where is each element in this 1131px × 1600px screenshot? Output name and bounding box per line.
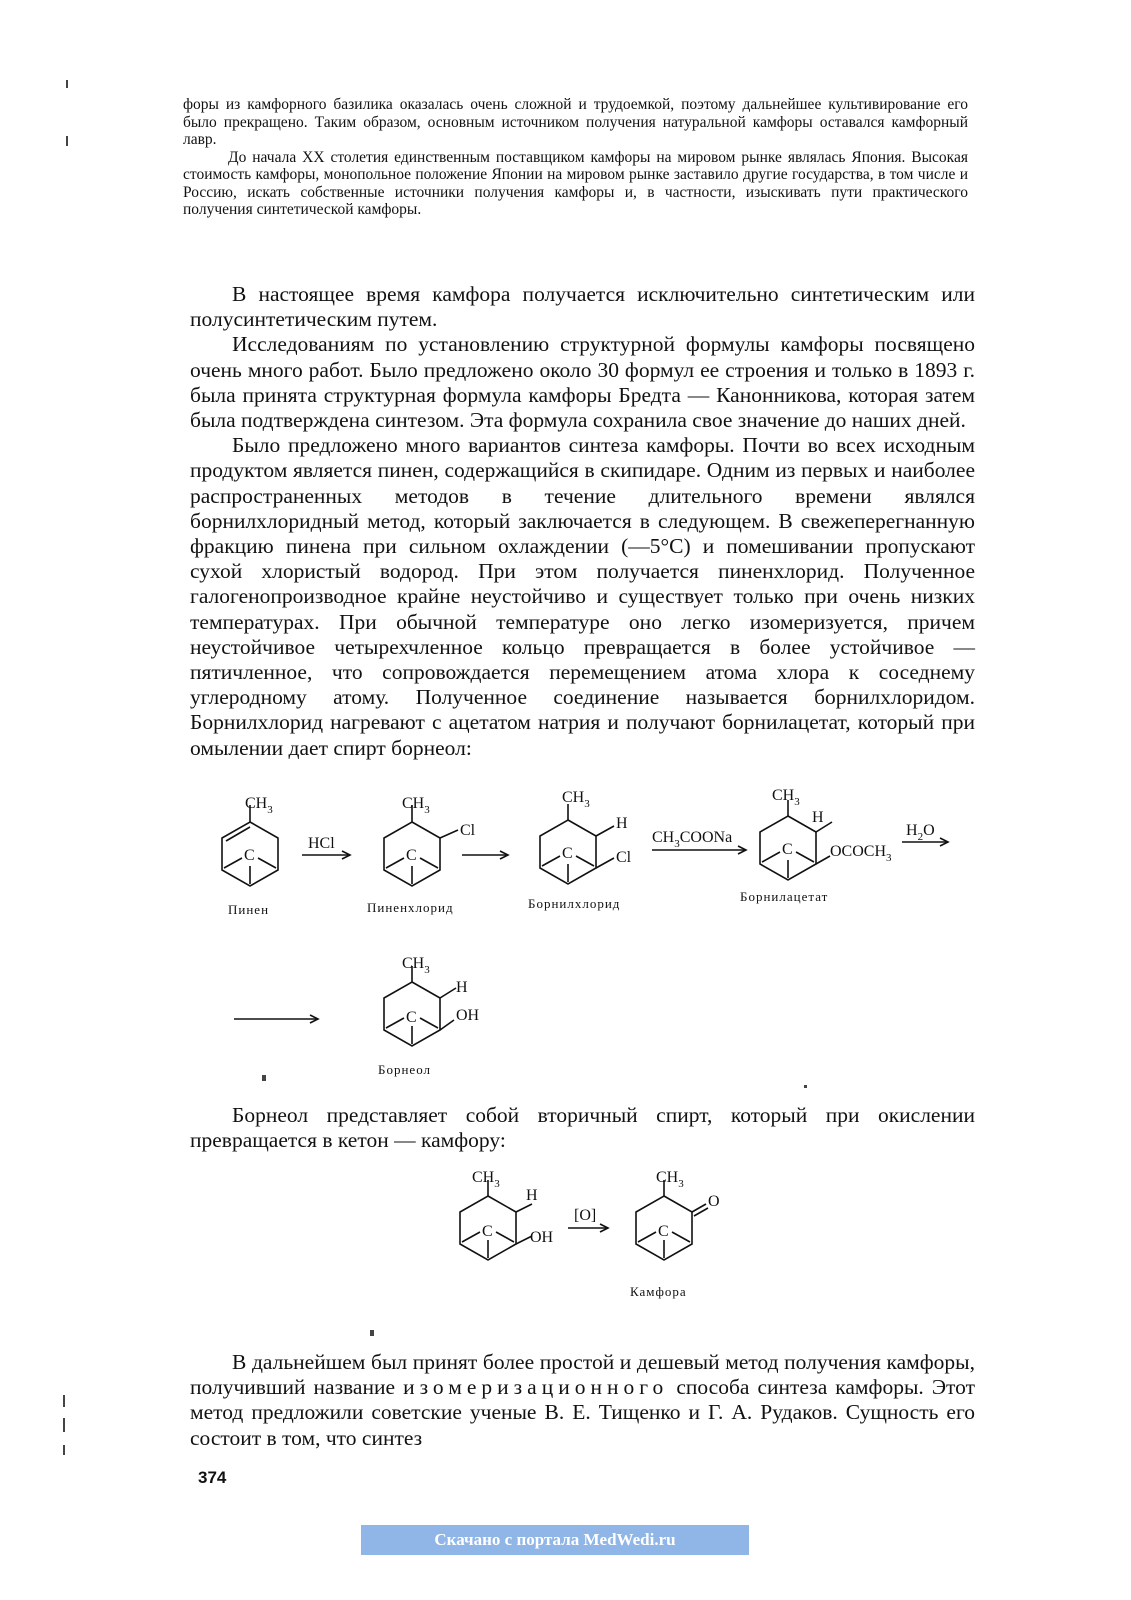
- bornyl-chloride-structure: [540, 804, 614, 884]
- page-number: 374: [198, 1468, 227, 1487]
- svg-text:[O]: [O]: [574, 1207, 597, 1224]
- svg-text:H: H: [456, 979, 468, 996]
- svg-text:C: C: [244, 847, 255, 864]
- paragraph: Исследованиям по установлению структурной формулы камфоры посвящено очень много работ. Было предложено около 30 формул ее строения и только в 1893 г. была принята структурная формула камфоры Бредта — Канонникова, которая затем была подтверждена синтезом. Эта формула сохранила свое значение до наших дней.: [190, 332, 975, 433]
- svg-text:H: H: [616, 815, 628, 832]
- paragraph: В дальнейшем был принят более простой и дешевый метод получения камфоры, получивший название изомеризационного способа синтеза камфоры. Этот метод предложили советские ученые В. Е. Тищенко и Г. А. Рудаков. Сущность его состоит в том, что синтез: [190, 1350, 975, 1450]
- svg-text:C: C: [782, 841, 793, 858]
- svg-text:Камфора: Камфора: [630, 1284, 687, 1299]
- scan-speck: [262, 1075, 266, 1081]
- pinene-structure: [222, 805, 278, 886]
- paragraph: В настоящее время камфора получается исключительно синтетическим или полусинтетическим путем.: [190, 282, 975, 332]
- svg-text:C: C: [406, 847, 417, 864]
- reaction-scheme-bornyl: [190, 780, 970, 925]
- svg-text:CH3: $CH_3$: [402, 955, 430, 976]
- reaction-scheme-borneol: [190, 940, 510, 1085]
- svg-text:O: O: [708, 1193, 720, 1210]
- camphor-structure: [636, 1180, 708, 1260]
- small-print-section: [183, 96, 968, 219]
- scan-speck: [370, 1330, 374, 1336]
- pinene-hydrochloride-structure: [384, 805, 458, 886]
- svg-text:C: C: [562, 845, 573, 862]
- svg-text:Пинен: Пинен: [228, 902, 270, 917]
- svg-text:OCOCH3: $OCOCH_3$: [830, 843, 892, 864]
- small-paragraph: форы из камфорного базилика оказалась очень сложной и трудоемкой, поэтому дальнейшее культивирование его было прекращено. Таким образом, основным источником получения натуральной камфоры оставался камфорный лавр.: [183, 96, 968, 148]
- svg-text:CH3: $CH_3$: [562, 789, 590, 810]
- scan-speck: [63, 1418, 65, 1432]
- svg-text:CH3: $CH_3$: [245, 795, 273, 816]
- download-watermark-banner[interactable]: Скачано с портала MedWedi.ru: [361, 1525, 749, 1555]
- svg-text:OH: OH: [456, 1007, 480, 1024]
- scan-speck: [63, 1395, 65, 1407]
- svg-text:Борнеол: Борнеол: [378, 1062, 432, 1077]
- svg-text:HCl: HCl: [308, 835, 335, 852]
- svg-text:Пиненхлорид: Пиненхлорид: [367, 900, 454, 915]
- svg-text:H2O: $H_2O$: [906, 822, 935, 843]
- borneol-structure: [460, 1180, 532, 1260]
- svg-text:CH3: $CH_3$: [402, 795, 430, 816]
- scan-speck: [63, 1445, 65, 1455]
- svg-text:OH: OH: [530, 1229, 554, 1246]
- svg-text:C: C: [658, 1223, 669, 1240]
- svg-text:CH3: $CH_3$: [656, 1169, 684, 1190]
- svg-text:Cl: Cl: [616, 849, 632, 866]
- scan-speck: [804, 1085, 807, 1088]
- svg-text:CH3: $CH_3$: [472, 1169, 500, 1190]
- svg-text:C: C: [406, 1009, 417, 1026]
- svg-text:Cl: Cl: [460, 822, 476, 839]
- svg-text:Борнилхлорид: Борнилхлорид: [528, 896, 621, 911]
- svg-text:H: H: [812, 809, 824, 826]
- svg-text:CH3COONa: $CH_3COONa$: [652, 829, 733, 850]
- svg-text:CH3: $CH_3$: [772, 787, 800, 808]
- svg-text:H: H: [526, 1187, 538, 1204]
- main-text-block: [190, 1350, 975, 1451]
- paragraph: Борнеол представляет собой вторичный спирт, который при окислении превращается в кетон — камфору:: [190, 1103, 975, 1153]
- scan-speck: [66, 80, 68, 88]
- small-paragraph: До начала XX столетия единственным поставщиком камфоры на мировом рынке являлась Япония. Высокая стоимость камфоры, монопольное положение Японии на мировом рынке заставило другие государства, в том числе и Россию, искать собственные источники получения камфоры и, в частности, изыскивать пути практического получения синтетической камфоры.: [183, 148, 968, 218]
- svg-text:Борнилацетат: Борнилацетат: [740, 889, 829, 904]
- main-text-block: [190, 1103, 975, 1153]
- paragraph: Было предложено много вариантов синтеза камфоры. Почти во всех исходным продуктом является пинен, содержащийся в скипидаре. Одним из первых и наиболее распространенных методов в течение длительного времени являлся борнилхлоридный метод, который заключается в следующем. В свежеперегнанную фракцию пинена при сильном охлаждении (—5°С) и помешивании пропускают сухой хлористый водород. При этом получается пиненхлорид. Полученное галогенопроизводное крайне неустойчиво и существует только при очень низких температурах. При обычной температуре оно легко изомеризуется, причем неустойчивое четырехчленное кольцо превращается в более устойчивое — пятичленное, что сопровождается перемещением атома хлора к соседнему углеродному атому. Полученное соединение называется борнилхлоридом. Борнилхлорид нагревают с ацетатом натрия и получают борнилацетат, который при омылении дает спирт борнеол:: [190, 433, 975, 760]
- svg-text:C: C: [482, 1223, 493, 1240]
- reaction-scheme-camphor: [420, 1160, 760, 1310]
- main-text-block: [190, 282, 975, 761]
- borneol-structure: [384, 966, 456, 1046]
- scan-speck: [66, 136, 68, 146]
